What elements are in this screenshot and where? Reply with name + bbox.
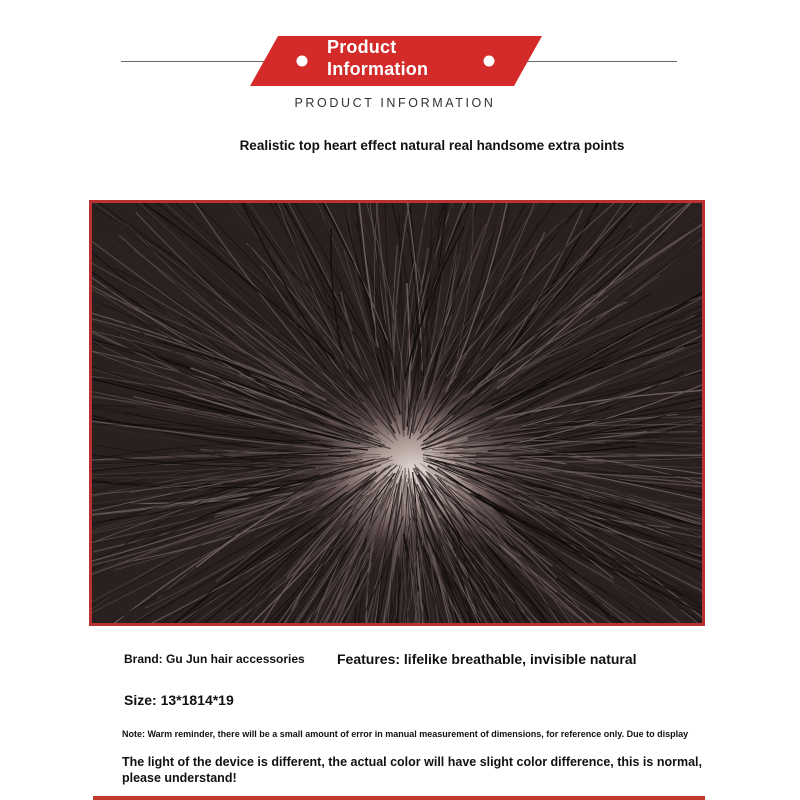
warm-reminder-note: Note: Warm reminder, there will be a small amount of error in manual measurement of dimensions, for reference only. Due to display: [122, 729, 689, 739]
size-text: Size: 13*1814*19: [124, 692, 234, 708]
banner-title: [327, 36, 428, 80]
color-difference-note: The light of the device is different, the actual color will have slight color difference, this is normal, please understand!: [122, 755, 702, 785]
product-tagline: Realistic top heart effect natural real handsome extra points: [239, 138, 625, 153]
brand-text: Brand: Gu Jun hair accessories: [124, 652, 305, 666]
banner-dot-left: [297, 56, 308, 67]
features-text: Features: lifelike breathable, invisible natural: [337, 651, 637, 667]
bottom-divider: [93, 796, 705, 800]
banner-title-line2: Information: [327, 59, 429, 79]
banner-title-line1: Product: [327, 37, 397, 57]
banner-dot-right: [484, 56, 495, 67]
hair-crown-image: [92, 203, 702, 623]
page-subtitle: PRODUCT INFORMATION: [294, 96, 496, 110]
product-photo: [89, 200, 705, 626]
